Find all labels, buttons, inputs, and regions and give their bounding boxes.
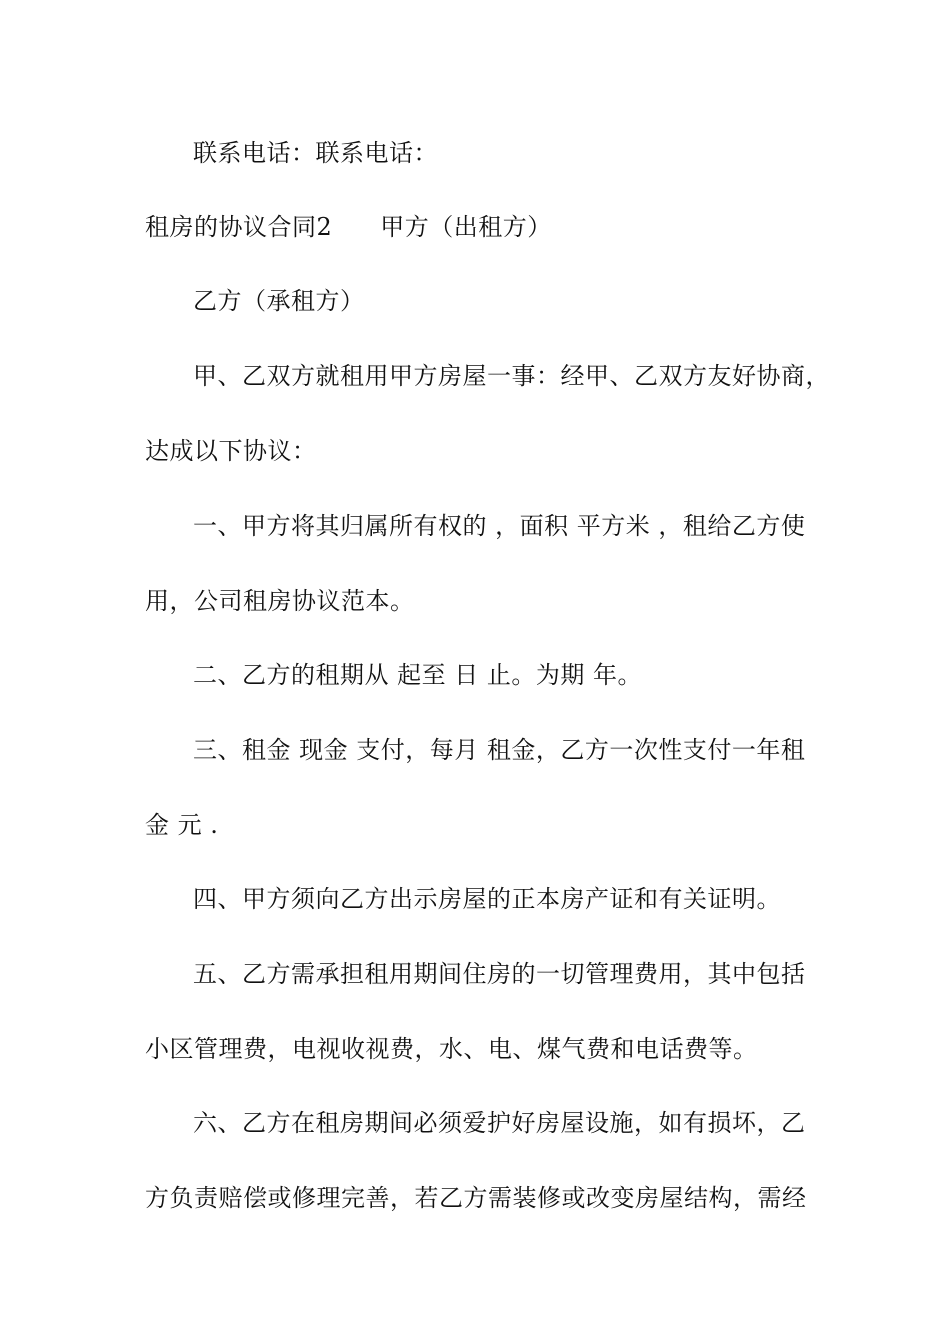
clause-1-line-1: 一、甲方将其归属所有权的 ，面积 平方米 ，租给乙方使: [193, 512, 806, 540]
party-b-label: 乙方（承租方）: [193, 287, 365, 315]
contract-title: 租房的协议合同2: [145, 213, 333, 241]
paragraph-intro-line-2: 达成以下协议：: [145, 437, 317, 465]
contract-title-line: [145, 211, 825, 243]
clause-6-line-1: 六、乙方在租房期间必须爱护好房屋设施，如有损坏，乙: [193, 1109, 806, 1137]
paragraph-intro-line-1: 甲、乙双方就租用甲方房屋一事：经甲、乙双方友好协商，: [193, 362, 830, 390]
clause-4-line: 四、甲方须向乙方出示房屋的正本房产证和有关证明。: [193, 885, 781, 913]
clause-6-line-2: 方负责赔偿或修理完善，若乙方需装修或改变房屋结构，需经: [145, 1184, 807, 1212]
clause-2-line: 二、乙方的租期从 起至 日 止。为期 年。: [193, 661, 643, 689]
clause-3-line-2: 金 元 .: [145, 811, 219, 839]
contact-phone-line: 联系电话：联系电话：: [193, 139, 438, 167]
clause-5-line-1: 五、乙方需承担租用期间住房的一切管理费用，其中包括: [193, 960, 806, 988]
clause-5-line-2: 小区管理费，电视收视费，水、电、煤气费和电话费等。: [145, 1035, 758, 1063]
party-a-label: 甲方（出租方）: [380, 213, 552, 241]
clause-1-line-2: 用，公司租房协议范本。: [145, 587, 415, 615]
clause-3-line-1: 三、租金 现金 支付，每月 租金，乙方一次性支付一年租: [193, 736, 806, 764]
